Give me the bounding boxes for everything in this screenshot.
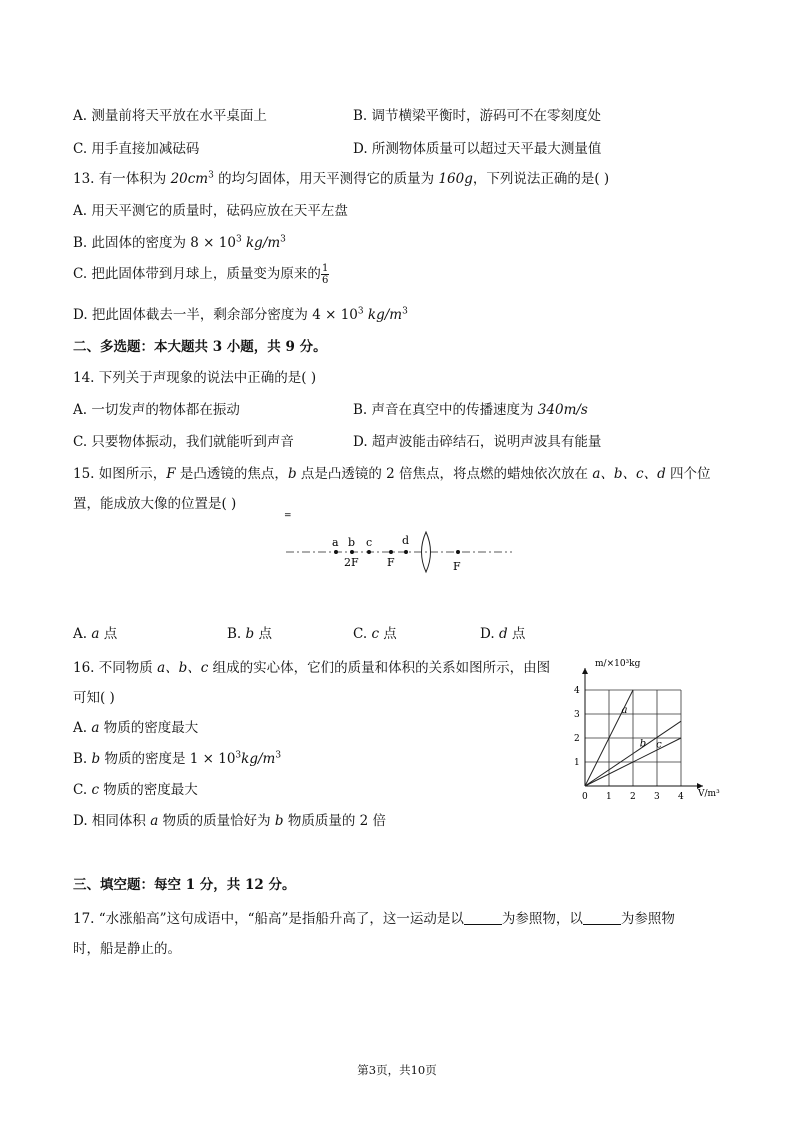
chart-axes <box>582 668 703 789</box>
q16-option-a: A. a 物质的密度最大 <box>73 720 199 736</box>
y-tick-label: 1 <box>574 758 580 768</box>
q15-option-d: D. d 点 <box>480 626 526 642</box>
x-axis-label: V/m³ <box>698 789 720 799</box>
fill-blank-2[interactable] <box>583 912 621 925</box>
q14-option-a: A. 一切发声的物体都在振动 <box>73 402 240 418</box>
point-a <box>334 550 338 554</box>
q13-option-a: A. 用天平测它的质量时，砝码应放在天平左盘 <box>73 203 348 219</box>
q12-option-c: C. 用手直接加减砝码 <box>73 141 200 157</box>
series-label-a: a <box>621 704 628 716</box>
section-3-heading: 三、填空题：每空 1 分，共 12 分。 <box>73 877 296 893</box>
q14-stem: 14. 下列关于声现象的说法中正确的是( ) <box>73 370 317 386</box>
q16-option-c: C. c 物质的密度最大 <box>73 782 198 798</box>
q12-option-b: B. 调节横梁平衡时，游码可不在零刻度处 <box>353 108 602 124</box>
label-d: d <box>402 534 410 547</box>
q16-option-d: D. 相同体积 a 物质的质量恰好为 b 物质质量的 2 倍 <box>73 813 386 829</box>
y-axis-arrow <box>582 668 588 674</box>
point-d <box>389 550 393 554</box>
chart-ticks <box>574 686 684 802</box>
q17-line1: 17. “水涨船高”这句成语中，“船高”是指船升高了，这一运动是以 为参照物，以 为参照物 <box>73 911 675 927</box>
y-tick-label: 4 <box>574 686 580 696</box>
q14-option-c: C. 只要物体振动，我们就能听到声音 <box>73 434 294 450</box>
x-tick-label: 2 <box>630 792 636 802</box>
label-2f: 2F <box>344 556 359 569</box>
q13-option-c: C. 把此固体带到月球上，质量变为原来的 $\frac{1}{6}$ <box>73 263 329 286</box>
label-b: b <box>348 536 356 549</box>
q13-option-d: D. 把此固体截去一半，剩余部分密度为 $4 \times 10^3$ $kg/m^3$ <box>73 306 408 323</box>
q13-stem: 13. 有一体积为 $20cm^3$ 的均匀固体，用天平测得它的质量为 160g，下列说法正确的是( ) <box>73 170 610 187</box>
series-label-b: b <box>639 738 647 750</box>
q15-stem-line1: 15. 如图所示，F 是凸透镜的焦点，b 点是凸透镜的 2 倍焦点，将点燃的蜡烛依次放在 a、b、c、d 四个位 <box>73 466 711 482</box>
lens-diagram <box>280 508 520 588</box>
q14-option-d: D. 超声波能击碎结石，说明声波具有能量 <box>353 434 602 450</box>
q13-option-b: B. 此固体的密度为 $8 \times 10^3$ $kg/m^3$ <box>73 234 286 251</box>
point-c <box>367 550 371 554</box>
point-b <box>350 550 354 554</box>
q16-stem-line1: 16. 不同物质 a、b、c 组成的实心体，它们的质量和体积的关系如图所示，由图 <box>73 660 551 676</box>
x-tick-label: 0 <box>582 792 588 802</box>
y-tick-label: 2 <box>574 734 580 744</box>
label-f-left: F <box>387 556 395 569</box>
point-d2 <box>404 550 408 554</box>
q17-line2: 时，船是静止的。 <box>73 941 181 957</box>
y-tick-label: 3 <box>574 710 580 720</box>
x-tick-label: 4 <box>678 792 684 802</box>
chart-grid <box>585 690 681 786</box>
q12-option-d: D. 所测物体质量可以超过天平最大测量值 <box>353 141 602 157</box>
q16-option-b: B. b 物质的密度是 $1 \times 10^3kg/m^3$ <box>73 750 282 767</box>
fill-blank-1[interactable] <box>464 912 502 925</box>
section-2-heading: 二、多选题：本大题共 3 小题，共 9 分。 <box>73 339 327 355</box>
q16-stem-line2: 可知( ) <box>73 690 115 706</box>
q12-option-a: A. 测量前将天平放在水平桌面上 <box>73 108 267 124</box>
q15-option-c: C. c 点 <box>353 626 397 642</box>
y-axis-label: m/×10³kg <box>595 659 641 669</box>
label-f-right: F <box>453 560 461 573</box>
fraction-one-sixth: $\frac{1}{6}$ <box>321 263 329 286</box>
mass-volume-chart <box>565 650 735 805</box>
q15-option-b: B. b 点 <box>227 626 272 642</box>
x-tick-label: 3 <box>654 792 660 802</box>
q15-stem-line2: 置，能成放大像的位置是( ) <box>73 496 237 512</box>
point-f-right <box>456 550 460 554</box>
label-c: c <box>366 536 373 549</box>
q14-option-b: B. 声音在真空中的传播速度为 340m/s <box>353 402 588 418</box>
page-footer: 第3页，共10页 <box>357 1063 437 1077</box>
label-a: a <box>332 536 339 549</box>
x-tick-label: 1 <box>606 792 612 802</box>
diagram-mark: = <box>284 511 292 521</box>
series-label-c: c <box>656 739 662 751</box>
q15-option-a: A. a 点 <box>73 626 118 642</box>
